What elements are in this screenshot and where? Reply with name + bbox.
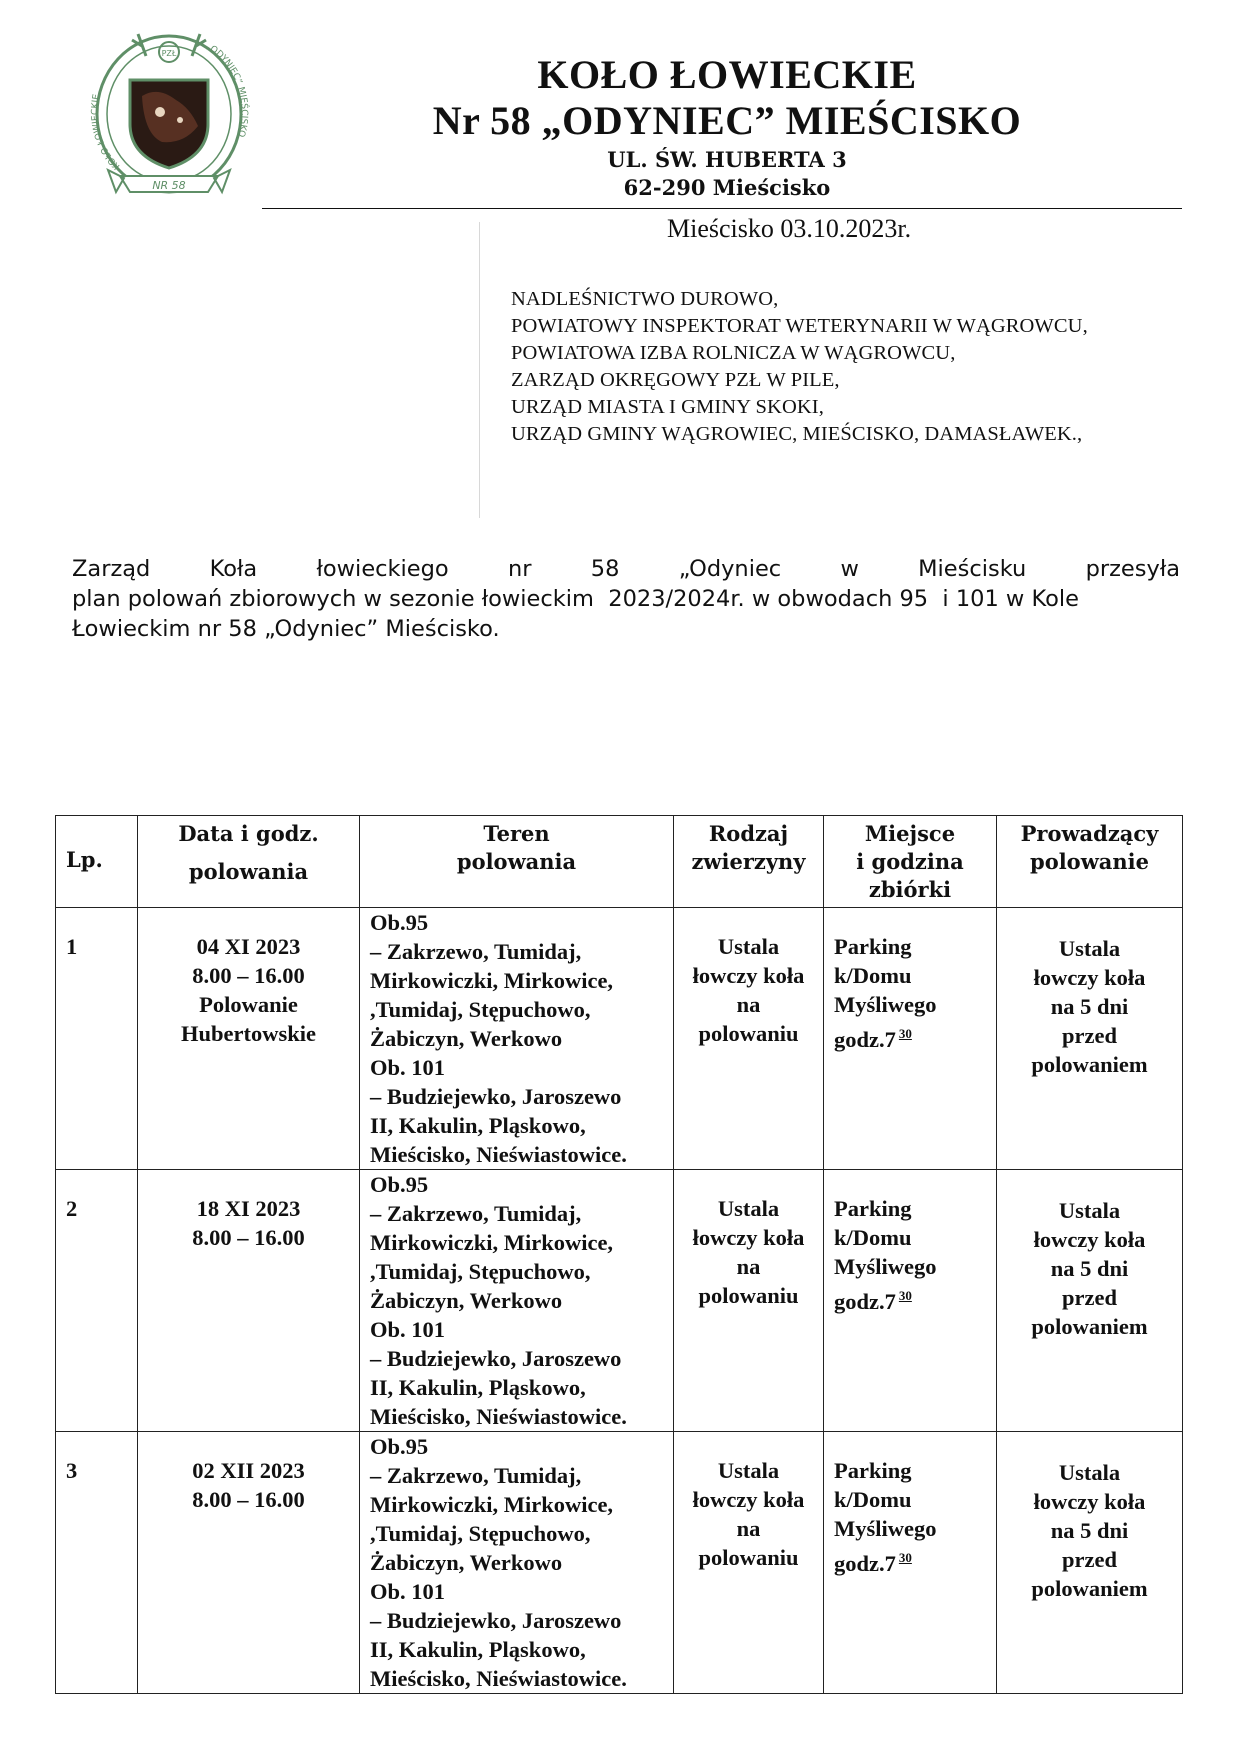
table-header-row	[56, 816, 1183, 908]
club-name: KOŁO ŁOWIECKIE	[537, 52, 917, 97]
cell-animals: Ustala łowczy koła na polowaniu	[674, 1170, 824, 1432]
header-animals: Rodzaj zwierzyny	[674, 816, 824, 908]
table-row	[56, 1170, 1183, 1432]
svg-text:KOŁO ŁOWIECKIE	[90, 93, 122, 171]
header-leader: Prowadzący polowanie	[997, 816, 1183, 908]
cell-area: Ob.95 – Zakrzewo, Tumidaj, Mirkowiczki, Mirkowice, ,Tumidaj, Stępuchowo, Żabiczyn, Werkowo Ob. 101 – Budziejewko, Jaroszewo II, Kakulin, Pląskowo, Mieścisko, Nieświastowice.	[360, 1170, 674, 1432]
table-row	[56, 908, 1183, 1170]
club-street: UL. ŚW. HUBERTA 3	[607, 147, 847, 172]
recipient-line: ZARZĄD OKRĘGOWY PZŁ W PILE,	[511, 369, 840, 391]
logo-left-text: KOŁO ŁOWIECKIE	[90, 93, 123, 172]
cell-area: Ob.95 – Zakrzewo, Tumidaj, Mirkowiczki, Mirkowice, ,Tumidaj, Stępuchowo, Żabiczyn, Werkowo Ob. 101 – Budziejewko, Jaroszewo II, Kakulin, Pląskowo, Mieścisko, Nieświastowice.	[360, 1432, 674, 1694]
intro-paragraph	[72, 554, 1180, 644]
intro-word: w	[840, 556, 859, 582]
cell-animals: Ustala łowczy koła na polowaniu	[674, 908, 824, 1170]
intro-line-1	[72, 554, 1180, 584]
cell-lp: 2	[56, 1170, 138, 1432]
header-date: Data i godz. polowania	[138, 816, 360, 908]
logo-right-text: „ODYNIEC” MIEŚCISKO	[204, 41, 249, 139]
hunting-plan-table	[55, 815, 1183, 1694]
intro-word: 58	[590, 556, 620, 582]
cell-leader: Ustala łowczy koła na 5 dni przed polowaniem	[997, 908, 1183, 1170]
intro-word: przesyła	[1085, 556, 1180, 582]
table-row	[56, 1432, 1183, 1694]
intro-word: łowieckiego	[316, 556, 449, 582]
intro-word: Mieścisku	[918, 556, 1027, 582]
cell-place: Parking k/Domu Myśliwego godz.7 $^{30}$	[824, 1170, 997, 1432]
document-date: Mieścisko 03.10.2023r.	[667, 214, 912, 243]
cell-leader: Ustala łowczy koła na 5 dni przed polowaniem	[997, 1432, 1183, 1694]
intro-word: Koła	[209, 556, 258, 582]
recipient-line: URZĄD MIASTA I GMINY SKOKI,	[511, 396, 824, 418]
cell-leader: Ustala łowczy koła na 5 dni przed polowaniem	[997, 1170, 1183, 1432]
recipient-line: POWIATOWA IZBA ROLNICZA W WĄGROWCU,	[511, 342, 956, 364]
fold-mark	[479, 222, 480, 518]
header-area: Teren polowania	[360, 816, 674, 908]
logo-bottom-text: NR 58	[152, 179, 186, 192]
cell-date: 02 XII 2023 8.00 – 16.00	[138, 1432, 360, 1694]
recipient-line: POWIATOWY INSPEKTORAT WETERYNARII W WĄGROWCU,	[511, 315, 1088, 337]
recipient-line: URZĄD GMINY WĄGROWIEC, MIEŚCISKO, DAMASŁAWEK.,	[511, 423, 1083, 445]
intro-word: Zarząd	[72, 556, 151, 582]
intro-line-2: plan polowań zbiorowych w sezonie łowieckim 2023/2024r. w obwodach 95 i 101 w Kole	[72, 586, 1079, 612]
intro-word: nr	[507, 556, 532, 582]
cell-date: 04 XI 2023 8.00 – 16.00 Polowanie Hubertowskie	[138, 908, 360, 1170]
header-lp: Lp.	[56, 816, 138, 908]
club-number-name: Nr 58 „ODYNIEC” MIEŚCISKO	[432, 98, 1022, 143]
club-city: 62-290 Mieścisko	[623, 175, 831, 200]
cell-place: Parking k/Domu Myśliwego godz.7 $^{30}$	[824, 908, 997, 1170]
header-divider	[262, 208, 1182, 209]
cell-date: 18 XI 2023 8.00 – 16.00	[138, 1170, 360, 1432]
header-place: Miejsce i godzina zbiórki	[824, 816, 997, 908]
hunting-club-emblem-icon	[80, 16, 258, 204]
recipients-block	[511, 286, 1088, 448]
letterhead	[262, 52, 1192, 202]
cell-place: Parking k/Domu Myśliwego godz.7 $^{30}$	[824, 1432, 997, 1694]
cell-area: Ob.95 – Zakrzewo, Tumidaj, Mirkowiczki, Mirkowice, ,Tumidaj, Stępuchowo, Żabiczyn, Werkowo Ob. 101 – Budziejewko, Jaroszewo II, Kakulin, Pląskowo, Mieścisko, Nieświastowice.	[360, 908, 674, 1170]
intro-line-3: Łowieckim nr 58 „Odyniec” Mieścisko.	[72, 616, 500, 642]
cell-animals: Ustala łowczy koła na polowaniu	[674, 1432, 824, 1694]
cell-lp: 1	[56, 908, 138, 1170]
logo-top-text: PZŁ	[161, 49, 177, 58]
recipient-line: NADLEŚNICTWO DUROWO,	[511, 288, 779, 310]
cell-lp: 3	[56, 1432, 138, 1694]
intro-word: „Odyniec	[678, 556, 782, 582]
